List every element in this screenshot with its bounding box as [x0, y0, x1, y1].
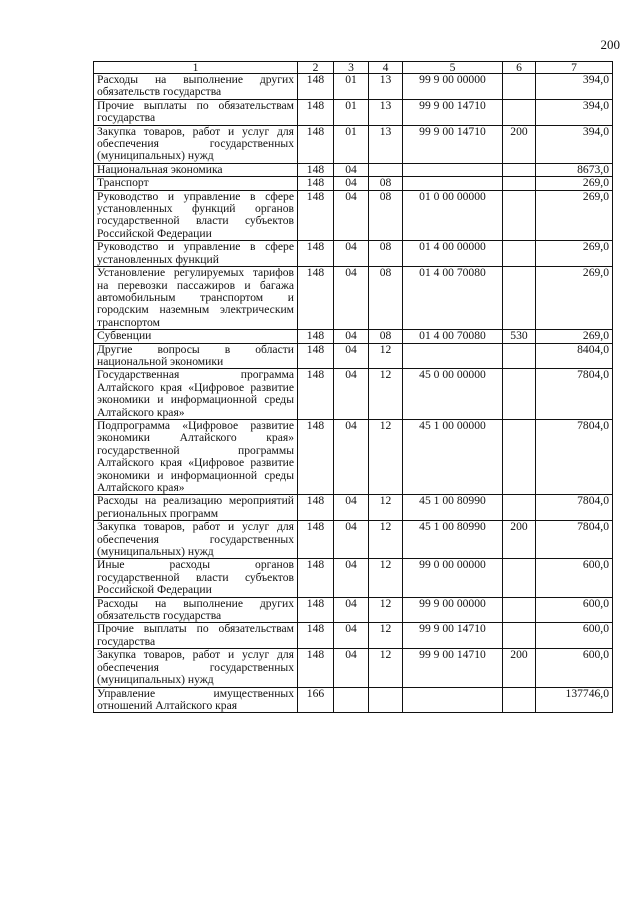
amount-cell: 269,0 [536, 190, 613, 241]
subsection-code-cell: 12 [369, 521, 403, 559]
table-row [94, 190, 613, 241]
target-item-code-cell: 99 9 00 00000 [403, 74, 503, 100]
target-item-code-cell: 45 1 00 80990 [403, 521, 503, 559]
section-code-cell: 04 [334, 177, 369, 190]
section-code-cell: 01 [334, 74, 369, 100]
target-item-code-cell: 99 9 00 14710 [403, 125, 503, 163]
target-item-code-cell [403, 163, 503, 176]
item-name-cell: Расходы на выполнение других обязательств государства [94, 597, 298, 623]
table-row [94, 99, 613, 125]
section-code-cell: 04 [334, 559, 369, 597]
item-name-cell: Транспорт [94, 177, 298, 190]
amount-cell: 269,0 [536, 177, 613, 190]
subsection-code-cell: 12 [369, 369, 403, 420]
subsection-code-cell [369, 687, 403, 713]
table-row [94, 330, 613, 343]
expense-type-code-cell [503, 559, 536, 597]
item-name-cell: Управление имущественных отношений Алтайского края [94, 687, 298, 713]
table-row [94, 495, 613, 521]
subsection-code-cell: 08 [369, 241, 403, 267]
target-item-code-cell: 99 9 00 14710 [403, 99, 503, 125]
target-item-code-cell: 01 0 00 00000 [403, 190, 503, 241]
admin-code-cell: 148 [298, 521, 334, 559]
expense-type-code-cell [503, 343, 536, 369]
table-row [94, 623, 613, 649]
section-code-cell: 04 [334, 369, 369, 420]
section-code-cell: 04 [334, 419, 369, 494]
subsection-code-cell: 12 [369, 343, 403, 369]
subsection-code-cell: 08 [369, 190, 403, 241]
table-row [94, 369, 613, 420]
table-row [94, 241, 613, 267]
header-cell: 6 [503, 62, 536, 74]
target-item-code-cell: 99 9 00 00000 [403, 597, 503, 623]
subsection-code-cell: 12 [369, 419, 403, 494]
subsection-code-cell: 13 [369, 74, 403, 100]
admin-code-cell: 148 [298, 343, 334, 369]
item-name-cell: Государственная программа Алтайского края «Цифровое развитие экономики и информационной среды Алтайского края» [94, 369, 298, 420]
table-row [94, 125, 613, 163]
section-code-cell: 04 [334, 343, 369, 369]
expense-type-code-cell [503, 597, 536, 623]
item-name-cell: Прочие выплаты по обязательствам государства [94, 99, 298, 125]
admin-code-cell: 148 [298, 190, 334, 241]
item-name-cell: Прочие выплаты по обязательствам государства [94, 623, 298, 649]
amount-cell: 269,0 [536, 241, 613, 267]
admin-code-cell: 148 [298, 649, 334, 687]
amount-cell: 269,0 [536, 330, 613, 343]
item-name-cell: Расходы на реализацию мероприятий региональных программ [94, 495, 298, 521]
amount-cell: 7804,0 [536, 419, 613, 494]
header-cell: 2 [298, 62, 334, 74]
table-header-row [94, 62, 613, 74]
amount-cell: 269,0 [536, 267, 613, 330]
subsection-code-cell: 12 [369, 559, 403, 597]
section-code-cell: 01 [334, 99, 369, 125]
section-code-cell: 04 [334, 495, 369, 521]
expense-type-code-cell [503, 419, 536, 494]
subsection-code-cell: 13 [369, 125, 403, 163]
target-item-code-cell [403, 177, 503, 190]
section-code-cell: 04 [334, 330, 369, 343]
subsection-code-cell [369, 163, 403, 176]
admin-code-cell: 148 [298, 623, 334, 649]
amount-cell: 7804,0 [536, 369, 613, 420]
amount-cell: 600,0 [536, 623, 613, 649]
amount-cell: 600,0 [536, 649, 613, 687]
admin-code-cell: 148 [298, 597, 334, 623]
section-code-cell: 04 [334, 597, 369, 623]
subsection-code-cell: 08 [369, 177, 403, 190]
table-row [94, 597, 613, 623]
expense-type-code-cell: 200 [503, 649, 536, 687]
expense-type-code-cell [503, 623, 536, 649]
section-code-cell: 04 [334, 267, 369, 330]
target-item-code-cell: 45 1 00 80990 [403, 495, 503, 521]
admin-code-cell: 148 [298, 74, 334, 100]
item-name-cell: Иные расходы органов государственной власти субъектов Российской Федерации [94, 559, 298, 597]
item-name-cell: Руководство и управление в сфере установленных функций органов государственной власти субъектов Российской Федерации [94, 190, 298, 241]
expense-type-code-cell [503, 99, 536, 125]
table-row [94, 267, 613, 330]
admin-code-cell: 148 [298, 495, 334, 521]
item-name-cell: Подпрограмма «Цифровое развитие экономики Алтайского края» государственной программы Алтайского края «Цифровое развитие экономики и информационной среды Алтайского края» [94, 419, 298, 494]
amount-cell: 8404,0 [536, 343, 613, 369]
admin-code-cell: 148 [298, 559, 334, 597]
target-item-code-cell: 99 9 00 14710 [403, 649, 503, 687]
table-row [94, 419, 613, 494]
table-row [94, 649, 613, 687]
expense-type-code-cell [503, 267, 536, 330]
admin-code-cell: 148 [298, 369, 334, 420]
amount-cell: 7804,0 [536, 495, 613, 521]
expense-type-code-cell [503, 163, 536, 176]
section-code-cell: 01 [334, 125, 369, 163]
table-row [94, 687, 613, 713]
expense-type-code-cell [503, 177, 536, 190]
expense-type-code-cell [503, 241, 536, 267]
amount-cell: 7804,0 [536, 521, 613, 559]
admin-code-cell: 148 [298, 419, 334, 494]
admin-code-cell: 148 [298, 241, 334, 267]
section-code-cell [334, 687, 369, 713]
expense-type-code-cell: 530 [503, 330, 536, 343]
target-item-code-cell [403, 343, 503, 369]
target-item-code-cell: 99 0 00 00000 [403, 559, 503, 597]
section-code-cell: 04 [334, 241, 369, 267]
target-item-code-cell: 45 0 00 00000 [403, 369, 503, 420]
subsection-code-cell: 12 [369, 623, 403, 649]
item-name-cell: Закупка товаров, работ и услуг для обеспечения государственных (муниципальных) нужд [94, 125, 298, 163]
item-name-cell: Другие вопросы в области национальной экономики [94, 343, 298, 369]
section-code-cell: 04 [334, 623, 369, 649]
item-name-cell: Расходы на выполнение других обязательств государства [94, 74, 298, 100]
admin-code-cell: 148 [298, 125, 334, 163]
expense-type-code-cell [503, 369, 536, 420]
expense-type-code-cell: 200 [503, 521, 536, 559]
admin-code-cell: 148 [298, 163, 334, 176]
table-row [94, 343, 613, 369]
section-code-cell: 04 [334, 649, 369, 687]
header-cell: 3 [334, 62, 369, 74]
expense-type-code-cell [503, 190, 536, 241]
expense-type-code-cell [503, 74, 536, 100]
subsection-code-cell: 08 [369, 267, 403, 330]
amount-cell: 394,0 [536, 125, 613, 163]
subsection-code-cell: 12 [369, 597, 403, 623]
header-cell: 7 [536, 62, 613, 74]
item-name-cell: Закупка товаров, работ и услуг для обеспечения государственных (муниципальных) нужд [94, 521, 298, 559]
target-item-code-cell: 01 4 00 70080 [403, 267, 503, 330]
expense-type-code-cell [503, 495, 536, 521]
admin-code-cell: 148 [298, 177, 334, 190]
amount-cell: 394,0 [536, 74, 613, 100]
item-name-cell: Руководство и управление в сфере установленных функций [94, 241, 298, 267]
subsection-code-cell: 12 [369, 495, 403, 521]
table-row [94, 177, 613, 190]
amount-cell: 600,0 [536, 559, 613, 597]
subsection-code-cell: 12 [369, 649, 403, 687]
header-cell: 4 [369, 62, 403, 74]
expense-type-code-cell [503, 687, 536, 713]
admin-code-cell: 148 [298, 267, 334, 330]
item-name-cell: Закупка товаров, работ и услуг для обеспечения государственных (муниципальных) нужд [94, 649, 298, 687]
header-cell: 1 [94, 62, 298, 74]
subsection-code-cell: 08 [369, 330, 403, 343]
table-row [94, 163, 613, 176]
amount-cell: 600,0 [536, 597, 613, 623]
amount-cell: 8673,0 [536, 163, 613, 176]
table-row [94, 74, 613, 100]
expense-type-code-cell: 200 [503, 125, 536, 163]
table-row [94, 559, 613, 597]
target-item-code-cell: 01 4 00 70080 [403, 330, 503, 343]
target-item-code-cell [403, 687, 503, 713]
admin-code-cell: 148 [298, 99, 334, 125]
admin-code-cell: 166 [298, 687, 334, 713]
page-number: 200 [600, 37, 620, 52]
section-code-cell: 04 [334, 163, 369, 176]
item-name-cell: Установление регулируемых тарифов на перевозки пассажиров и багажа автомобильным транспортом и городским наземным электрическим транспортом [94, 267, 298, 330]
admin-code-cell: 148 [298, 330, 334, 343]
item-name-cell: Субвенции [94, 330, 298, 343]
target-item-code-cell: 01 4 00 00000 [403, 241, 503, 267]
section-code-cell: 04 [334, 190, 369, 241]
header-cell: 5 [403, 62, 503, 74]
amount-cell: 137746,0 [536, 687, 613, 713]
target-item-code-cell: 99 9 00 14710 [403, 623, 503, 649]
item-name-cell: Национальная экономика [94, 163, 298, 176]
target-item-code-cell: 45 1 00 00000 [403, 419, 503, 494]
section-code-cell: 04 [334, 521, 369, 559]
table-row [94, 521, 613, 559]
amount-cell: 394,0 [536, 99, 613, 125]
budget-table [93, 61, 613, 713]
subsection-code-cell: 13 [369, 99, 403, 125]
